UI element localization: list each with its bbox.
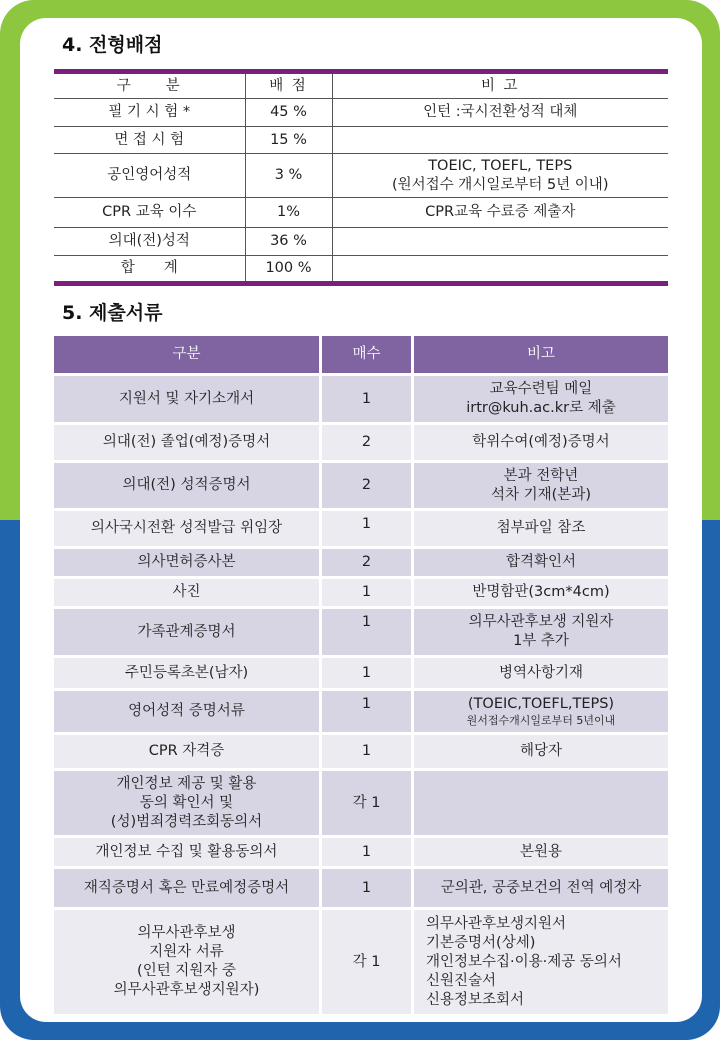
count-cell: 1 [322, 579, 414, 606]
note-cell: 병역사항기재 [414, 658, 668, 688]
document-line: 의무사관후보생 [137, 925, 236, 941]
document-cell: 사진 [54, 579, 322, 606]
count-cell: 1 [322, 609, 414, 655]
count-cell: 1 [322, 511, 414, 546]
table-row [54, 127, 668, 154]
note-cell [332, 256, 668, 284]
category-cell: 필 기 시 험 * [54, 99, 245, 127]
header-score: 배 점 [245, 72, 332, 99]
count-cell: 1 [322, 658, 414, 688]
document-cell: 의대(전) 성적증명서 [54, 463, 322, 508]
note-cell [414, 463, 668, 508]
note-cell [414, 376, 668, 422]
note-line: 1부 추가 [513, 633, 569, 649]
note-cell: 반명함판(3cm*4cm) [414, 579, 668, 606]
note-line: 기본증명서(상세) [426, 934, 536, 951]
category-cell: 의대(전)성적 [54, 228, 245, 256]
document-cell: 의사국시전환 성적발급 위임장 [54, 511, 322, 546]
count-cell: 2 [322, 549, 414, 576]
document-line: 의무사관후보생지원자) [113, 982, 260, 998]
note-cell [332, 127, 668, 154]
table-row [54, 579, 668, 606]
header-note: 비고 [414, 336, 668, 373]
table-row [54, 549, 668, 576]
table-row [54, 425, 668, 460]
table-row [54, 910, 668, 1014]
score-cell: 1% [245, 198, 332, 228]
note-cell: 군의관, 공중보건의 전역 예정자 [414, 869, 668, 907]
table-row [54, 771, 668, 835]
section-4-title: 4. 전형배점 [62, 34, 163, 56]
count-cell: 각 1 [322, 771, 414, 835]
document-cell: 지원서 및 자기소개서 [54, 376, 322, 422]
header-document: 구분 [54, 336, 322, 373]
category-cell: 공인영어성적 [54, 154, 245, 198]
note-line: 교육수련팀 메일 [489, 381, 593, 397]
table-row [54, 198, 668, 228]
document-cell: 주민등록초본(남자) [54, 658, 322, 688]
header-category: 구 분 [54, 72, 245, 99]
table-row [54, 691, 668, 732]
score-cell: 36 % [245, 228, 332, 256]
note-line: 개인정보수집·이용·제공 동의서 [426, 953, 622, 970]
note-cell: 합격확인서 [414, 549, 668, 576]
document-cell: 개인정보 수집 및 활용동의서 [54, 838, 322, 866]
document-cell: 재직증명서 혹은 만료예정증명서 [54, 869, 322, 907]
header-note: 비 고 [332, 72, 668, 99]
count-cell: 각 1 [322, 910, 414, 1014]
score-cell: 15 % [245, 127, 332, 154]
note-line: 의무사관후보생지원서 [426, 915, 567, 932]
table-row [54, 256, 668, 284]
score-cell: 45 % [245, 99, 332, 127]
documents-table [54, 333, 668, 1017]
table-row [54, 869, 668, 907]
document-line: 동의 확인서 및 [139, 794, 234, 811]
note-line: 석차 기재(본과) [491, 486, 591, 503]
count-cell: 1 [322, 691, 414, 732]
note-cell [332, 154, 668, 198]
count-cell: 1 [322, 376, 414, 422]
note-line: 신용정보조회서 [426, 991, 525, 1008]
note-cell: 본원용 [414, 838, 668, 866]
note-cell: 학위수여(예정)증명서 [414, 425, 668, 460]
table-row [54, 376, 668, 422]
document-cell: CPR 자격증 [54, 735, 322, 768]
note-line: irtr@kuh.ac.kr로 제출 [466, 400, 616, 416]
table-row [54, 154, 668, 198]
document-cell [54, 771, 322, 835]
category-cell: 합 계 [54, 256, 245, 284]
note-line: 의무사관후보생 지원자 [468, 614, 614, 630]
category-cell: CPR 교육 이수 [54, 198, 245, 228]
document-cell [54, 910, 322, 1014]
count-cell: 1 [322, 735, 414, 768]
table-row [54, 735, 668, 768]
document-line: 개인정보 제공 및 활용 [116, 775, 257, 792]
note-cell [414, 771, 668, 835]
table-row [54, 511, 668, 546]
count-cell: 1 [322, 869, 414, 907]
table-row [54, 609, 668, 655]
note-line: 본과 전학년 [503, 467, 579, 484]
note-line: TOEIC, TOEFL, TEPS [428, 157, 573, 174]
table-row [54, 838, 668, 866]
document-line: (성)범죄경력조회동의서 [110, 813, 263, 830]
count-cell: 2 [322, 463, 414, 508]
note-cell: CPR교육 수료증 제출자 [332, 198, 668, 228]
section-5-title: 5. 제출서류 [62, 302, 163, 324]
document-cell: 가족관계증명서 [54, 609, 322, 655]
note-line: (TOEIC,TOEFL,TEPS) [467, 696, 615, 712]
note-small-line: 원서접수개시일로부터 5년이내 [466, 714, 616, 727]
document-cell: 의사면허증사본 [54, 549, 322, 576]
table-row [54, 228, 668, 256]
note-cell [414, 691, 668, 732]
note-cell [332, 228, 668, 256]
table-row [54, 463, 668, 508]
table-row [54, 99, 668, 127]
count-cell: 1 [322, 838, 414, 866]
document-line: (인턴 지원자 중 [137, 963, 236, 979]
document-cell: 영어성적 증명서류 [54, 691, 322, 732]
scoring-table [54, 69, 668, 286]
note-cell: 인턴 :국시전환성적 대체 [332, 99, 668, 127]
count-cell: 2 [322, 425, 414, 460]
score-cell: 100 % [245, 256, 332, 284]
note-line: 신원진술서 [426, 972, 497, 989]
note-cell: 해당자 [414, 735, 668, 768]
note-cell [414, 910, 668, 1014]
document-cell: 의대(전) 졸업(예정)증명서 [54, 425, 322, 460]
category-cell: 면 접 시 험 [54, 127, 245, 154]
header-count: 매수 [322, 336, 414, 373]
note-cell [414, 609, 668, 655]
note-line: (원서접수 개시일로부터 5년 이내) [392, 176, 609, 193]
document-line: 지원자 서류 [149, 944, 224, 960]
note-cell: 첨부파일 참조 [414, 511, 668, 546]
table-row [54, 658, 668, 688]
score-cell: 3 % [245, 154, 332, 198]
